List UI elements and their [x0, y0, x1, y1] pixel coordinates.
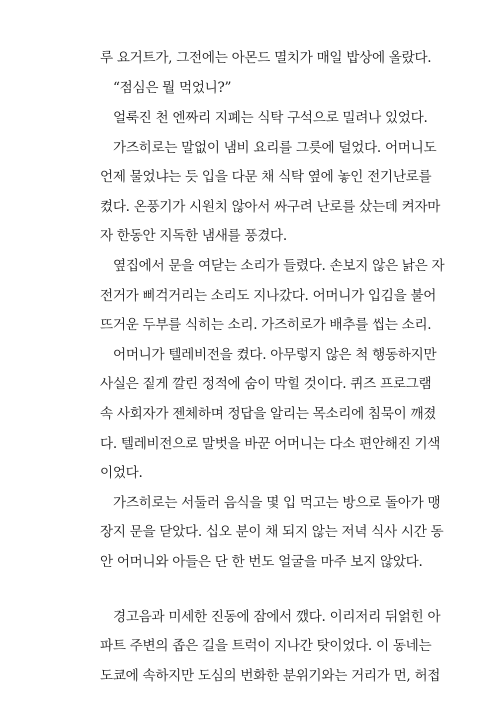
text-line: 루 요거트가, 그전에는 아몬드 멸치가 매일 밥상에 올랐다. — [100, 50, 432, 66]
text-line: 안 어머니와 아들은 단 한 번도 얼굴을 마주 보지 않았다. — [100, 554, 423, 570]
text-line: 파트 주변의 좁은 길을 트럭이 지나간 탓이었다. 이 동네는 — [100, 638, 432, 654]
text-line: 이었다. — [100, 465, 143, 481]
text-line: “점심은 뭘 먹었니?” — [113, 80, 232, 96]
text-line: 켰다. 온풍기가 시원치 않아서 싸구려 난로를 샀는데 켜자마 — [100, 199, 441, 215]
text-line: 속 사회자가 젠체하며 정답을 알리는 목소리에 침묵이 깨졌 — [100, 406, 437, 422]
text-line: 어머니가 텔레비전을 켰다. 아무렇지 않은 척 행동하지만 — [113, 347, 437, 363]
text-line: 다. 텔레비전으로 말벗을 바꾼 어머니는 다소 편안해진 기색 — [100, 436, 441, 452]
text-line: 가즈히로는 말없이 냄비 요리를 그릇에 덜었다. 어머니도 — [113, 140, 437, 156]
text-line: 경고음과 미세한 진동에 잠에서 깼다. 이리저리 뒤얽힌 아 — [113, 609, 441, 625]
text-line: 도쿄에 속하지만 도심의 번화한 분위기와는 거리가 먼, 허접 — [100, 668, 441, 684]
text-line: 뜨거운 두부를 식히는 소리. 가즈히로가 배추를 씹는 소리. — [100, 317, 432, 333]
text-line: 언제 물었냐는 듯 입을 다문 채 식탁 옆에 놓인 전기난로를 — [100, 169, 432, 185]
text-line: 얼룩진 천 엔짜리 지폐는 식탁 구석으로 밀려나 있었다. — [113, 110, 428, 126]
text-line: 장지 문을 닫았다. 십오 분이 채 되지 않는 저녁 식사 시간 동 — [100, 524, 444, 540]
text-line: 자 한동안 지독한 냄새를 풍겼다. — [100, 228, 287, 244]
text-line: 가즈히로는 서둘러 음식을 몇 입 먹고는 방으로 돌아가 맹 — [113, 495, 441, 511]
text-line: 옆집에서 문을 여닫는 소리가 들렸다. 손보지 않은 낡은 자 — [113, 258, 445, 274]
text-line: 전거가 삐걱거리는 소리도 지나갔다. 어머니가 입김을 불어 — [100, 288, 437, 304]
text-line: 사실은 짙게 깔린 정적에 숨이 막힐 것이다. 퀴즈 프로그램 — [100, 376, 432, 392]
